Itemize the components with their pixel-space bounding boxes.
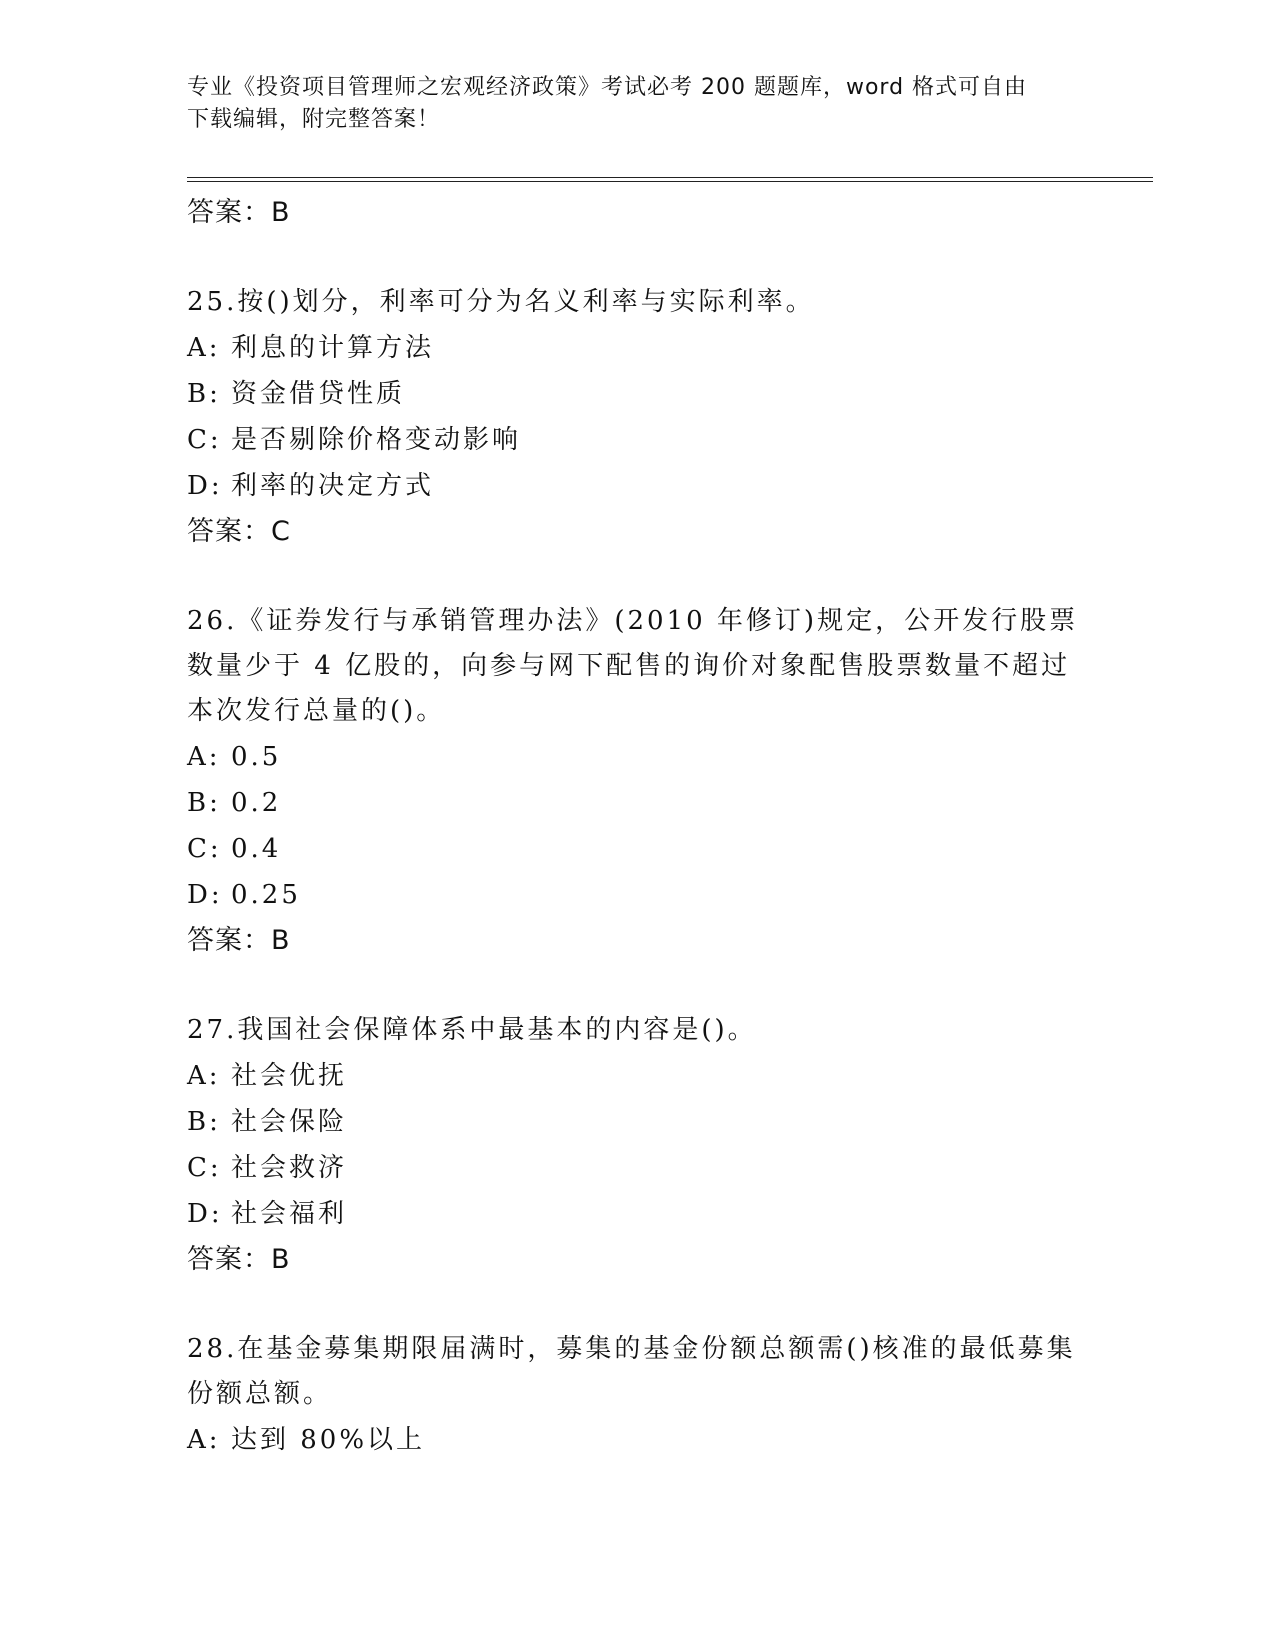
question-stem: 25.按()划分，利率可分为名义利率与实际利率。	[187, 287, 815, 317]
option-text: 社会保险	[231, 1107, 348, 1137]
option-d	[187, 872, 1087, 918]
option-text: 社会福利	[231, 1199, 348, 1229]
option-text: 是否剔除价格变动影响	[231, 425, 522, 455]
option-text: 社会救济	[231, 1153, 348, 1183]
option-d	[187, 1191, 1087, 1237]
option-text: 0.25	[231, 880, 301, 910]
option-text: 达到 80%以上	[231, 1425, 426, 1455]
option-text: 社会优抚	[231, 1061, 348, 1091]
header-line-1: 专业《投资项目管理师之宏观经济政策》考试必考 200 题题库，word 格式可自由	[187, 75, 1028, 100]
question-block	[187, 599, 1087, 964]
option-text: 0.2	[231, 788, 282, 818]
option-key: D:	[187, 880, 223, 910]
option-a	[187, 325, 1087, 371]
question-block	[187, 1327, 1087, 1463]
option-b	[187, 371, 1087, 417]
header-divider-top	[187, 177, 1153, 178]
header-divider-bottom	[187, 181, 1153, 182]
option-d	[187, 463, 1087, 509]
question-block	[187, 280, 1087, 555]
option-text: 0.4	[231, 834, 282, 864]
question-stem: 28.在基金募集期限届满时，募集的基金份额总额需()核准的最低募集份额总额。	[187, 1334, 1076, 1409]
question-block	[187, 1008, 1087, 1283]
option-key: A:	[187, 1425, 221, 1455]
document-header	[187, 72, 1087, 136]
option-c	[187, 826, 1087, 872]
option-b	[187, 1099, 1087, 1145]
question-stem: 26.《证券发行与承销管理办法》(2010 年修订)规定，公开发行股票数量少于 4 亿股的，向参与网下配售的询价对象配售股票数量不超过本次发行总量的()。	[187, 606, 1079, 726]
option-a	[187, 1053, 1087, 1099]
option-key: B:	[187, 1107, 221, 1137]
answer-line: 答案：C	[187, 516, 291, 547]
option-key: A:	[187, 333, 221, 363]
previous-answer: 答案：B	[187, 197, 291, 228]
option-a	[187, 1417, 1087, 1463]
question-stem: 27.我国社会保障体系中最基本的内容是()。	[187, 1015, 757, 1045]
option-text: 资金借贷性质	[231, 379, 406, 409]
question-list	[187, 190, 1087, 1463]
option-key: B:	[187, 379, 221, 409]
option-text: 利息的计算方法	[231, 333, 435, 363]
option-key: D:	[187, 1199, 223, 1229]
option-key: C:	[187, 834, 222, 864]
option-key: B:	[187, 788, 221, 818]
answer-line: 答案：B	[187, 1244, 291, 1275]
option-key: A:	[187, 1061, 221, 1091]
option-text: 0.5	[231, 742, 282, 772]
option-key: C:	[187, 1153, 222, 1183]
header-line-2: 下载编辑，附完整答案！	[187, 107, 441, 132]
option-b	[187, 780, 1087, 826]
option-text: 利率的决定方式	[231, 471, 435, 501]
option-key: C:	[187, 425, 222, 455]
option-key: D:	[187, 471, 223, 501]
answer-line: 答案：B	[187, 925, 291, 956]
option-c	[187, 417, 1087, 463]
option-c	[187, 1145, 1087, 1191]
option-a	[187, 734, 1087, 780]
option-key: A:	[187, 742, 221, 772]
